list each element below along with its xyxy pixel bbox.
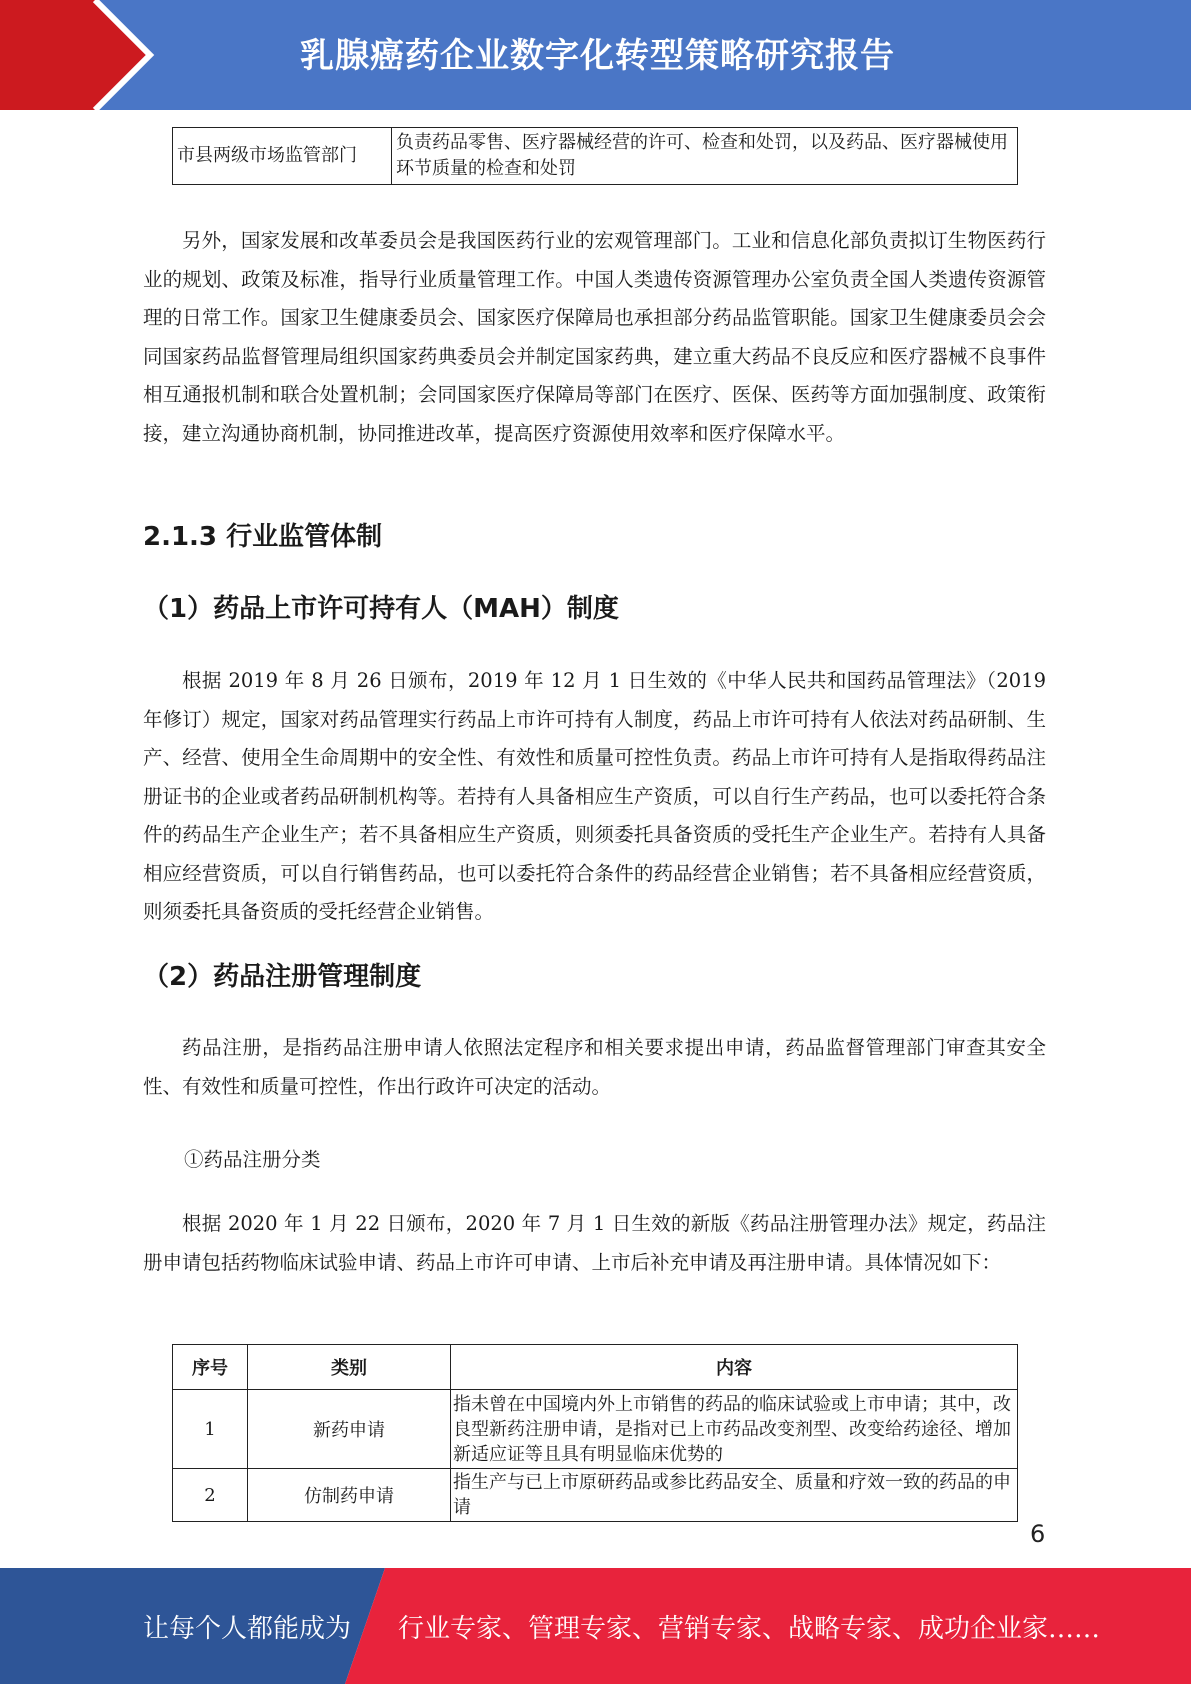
row-type: 仿制药申请: [248, 1469, 451, 1522]
paragraph-mah: [143, 662, 1046, 932]
page-header: [0, 0, 1191, 110]
footer-slogan-left: 让每个人都能成为: [143, 1614, 352, 1644]
subsection-heading-registration: （2）药品注册管理制度: [143, 962, 422, 992]
paragraph-categories: [143, 1205, 1046, 1282]
table-row: [173, 1469, 1018, 1522]
row-type: 新药申请: [248, 1390, 451, 1469]
footer-slogan-right: 行业专家、管理专家、营销专家、战略专家、成功企业家……: [398, 1614, 1101, 1644]
subsection-heading-mah: （1）药品上市许可持有人（MAH）制度: [143, 594, 619, 624]
row-content: 指未曾在中国境内外上市销售的药品的临床试验或上市申请；其中，改良型新药注册申请，是指对已上市药品改变剂型、改变给药途径、增加新适应证等且具有明显临床优势的: [451, 1390, 1018, 1469]
row-no: 1: [173, 1390, 248, 1469]
page-number: 6: [1030, 1520, 1046, 1548]
row-no: 2: [173, 1469, 248, 1522]
paragraph-text: 另外，国家发展和改革委员会是我国医药行业的宏观管理部门。工业和信息化部负责拟订生物医药行业的规划、政策及标准，指导行业质量管理工作。中国人类遗传资源管理办公室负责全国人类遗传资源管理的日常工作。国家卫生健康委员会、国家医疗保障局也承担部分药品监管职能。国家卫生健康委员会会同国家药品监督管理局组织国家药典委员会并制定国家药典，建立重大药品不良反应和医疗器械不良事件相互通报机制和联合处置机制；会同国家医疗保障局等部门在医疗、医保、医药等方面加强制度、政策衔接，建立沟通协商机制，协同推进改革，提高医疗资源使用效率和医疗保障水平。: [143, 229, 1046, 445]
row-content: 指生产与已上市原研药品或参比药品安全、质量和疗效一致的药品的申请: [451, 1469, 1018, 1522]
column-header-content: 内容: [451, 1345, 1018, 1390]
registration-category-table: [172, 1344, 1018, 1522]
paragraph-text: 根据 2019 年 8 月 26 日颁布，2019 年 12 月 1 日生效的《中华人民共和国药品管理法》（2019 年修订）规定，国家对药品管理实行药品上市许可持有人制度，药品上市许可持有人依法对药品研制、生产、经营、使用全生命周期中的安全性、有效性和质量可控性负责。药品上市许可持有人是指取得药品注册证书的企业或者药品研制机构等。若持有人具备相应生产资质，可以自行生产药品，也可以委托符合条件的药品生产企业生产；若不具备相应生产资质，则须委托具备资质的受托生产企业生产。若持有人具备相应经营资质，可以自行销售药品，也可以委托符合条件的药品经营企业销售；若不具备相应经营资质，则须委托具备资质的受托经营企业销售。: [143, 669, 1046, 923]
dept-cell: 市县两级市场监管部门: [173, 128, 392, 185]
table-header-row: [173, 1345, 1018, 1390]
duty-cell: 负责药品零售、医疗器械经营的许可、检查和处罚，以及药品、医疗器械使用环节质量的检查和处罚: [392, 128, 1018, 185]
column-header-type: 类别: [248, 1345, 451, 1390]
paragraph-text: 药品注册，是指药品注册申请人依照法定程序和相关要求提出申请，药品监督管理部门审查其安全性、有效性和质量可控性，作出行政许可决定的活动。: [143, 1036, 1046, 1098]
regulator-table: [172, 127, 1018, 185]
column-header-no: 序号: [173, 1345, 248, 1390]
table-row: [173, 128, 1018, 185]
table-row: [173, 1390, 1018, 1469]
report-title: 乳腺癌药企业数字化转型策略研究报告: [300, 36, 895, 76]
paragraph-text: 根据 2020 年 1 月 22 日颁布，2020 年 7 月 1 日生效的新版《药品注册管理办法》规定，药品注册申请包括药物临床试验申请、药品上市许可申请、上市后补充申请及再注册申请。具体情况如下：: [143, 1212, 1046, 1274]
section-heading: 2.1.3 行业监管体制: [143, 522, 383, 552]
paragraph-registration: [143, 1029, 1046, 1106]
paragraph-regulators: [143, 222, 1046, 453]
registration-category-heading: ①药品注册分类: [184, 1148, 321, 1171]
page-footer: [0, 1568, 1191, 1684]
